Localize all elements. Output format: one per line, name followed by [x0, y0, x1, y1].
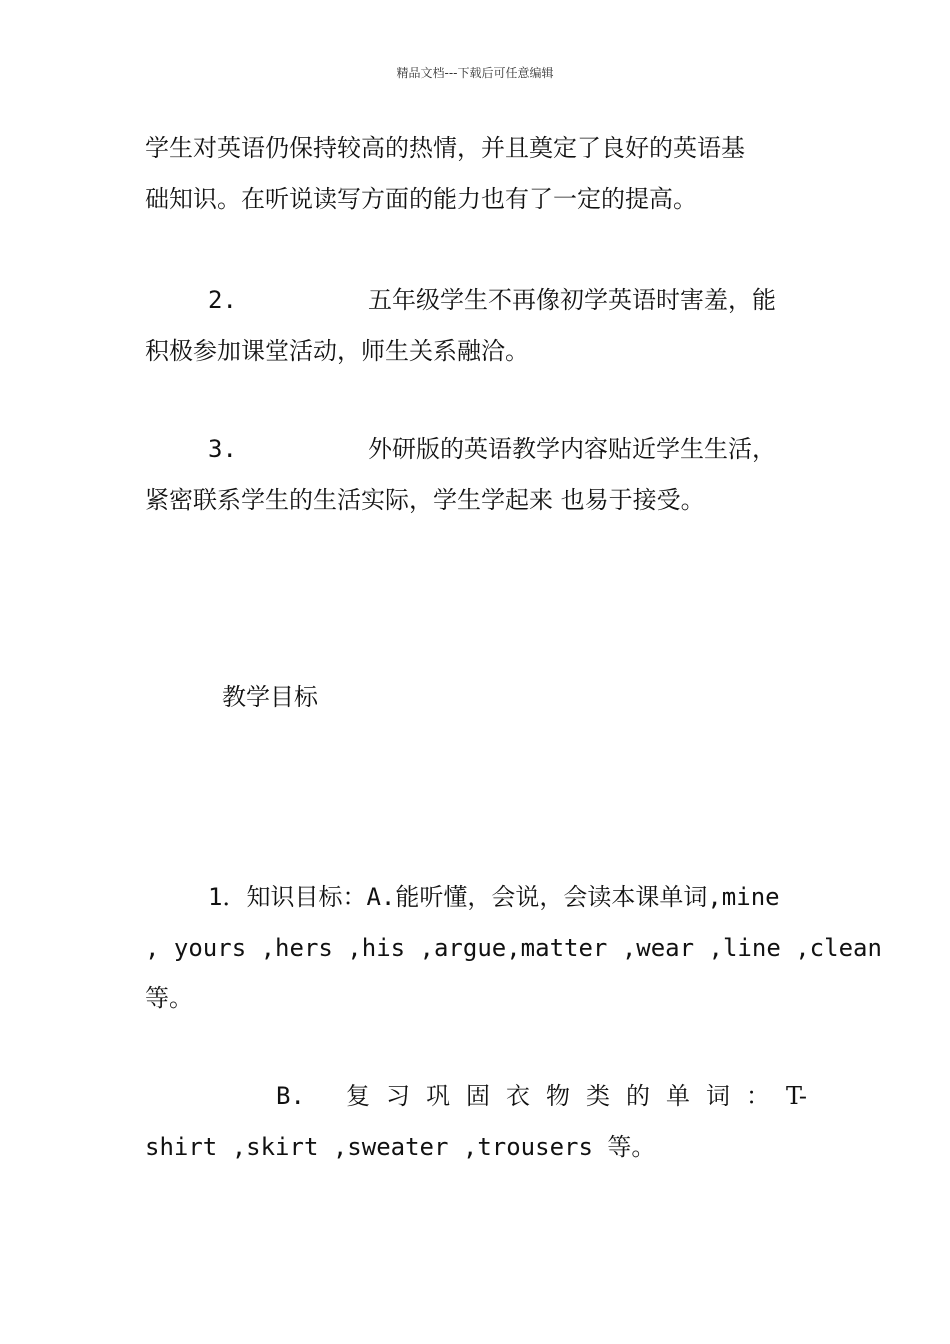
goal-1-line-1: 1．知识目标：A.能听懂，会说，会读本课单词,mine	[208, 883, 780, 911]
goal-1-line-3: 等。	[145, 984, 193, 1012]
goal-b-line-1: 复 习 巩 固 衣 物 类 的 单 词 ： T-	[346, 1082, 807, 1110]
item-3-line-2: 紧密联系学生的生活实际，学生学起来 也易于接受。	[145, 486, 705, 514]
item-2-line-2: 积极参加课堂活动，师生关系融洽。	[145, 337, 529, 365]
goal-b-label: B.	[276, 1082, 305, 1110]
item-2-line-1: 五年级学生不再像初学英语时害羞，能	[368, 286, 776, 314]
section-heading: 教学目标	[222, 683, 318, 711]
item-3-line-1: 外研版的英语教学内容贴近学生生活，	[368, 435, 776, 463]
intro-line-1: 学生对英语仍保持较高的热情，并且奠定了良好的英语基	[145, 134, 745, 162]
intro-line-2: 础知识。在听说读写方面的能力也有了一定的提高。	[145, 185, 697, 213]
item-3-number: 3.	[208, 435, 237, 463]
goal-b-line-2: shirt ,skirt ,sweater ,trousers 等。	[145, 1133, 656, 1161]
page-header: 精品文档---下载后可任意编辑	[396, 66, 554, 80]
goal-1-line-2: , yours ,hers ,his ,argue,matter ,wear ,line ,clean	[145, 934, 882, 962]
item-2-number: 2.	[208, 286, 237, 314]
